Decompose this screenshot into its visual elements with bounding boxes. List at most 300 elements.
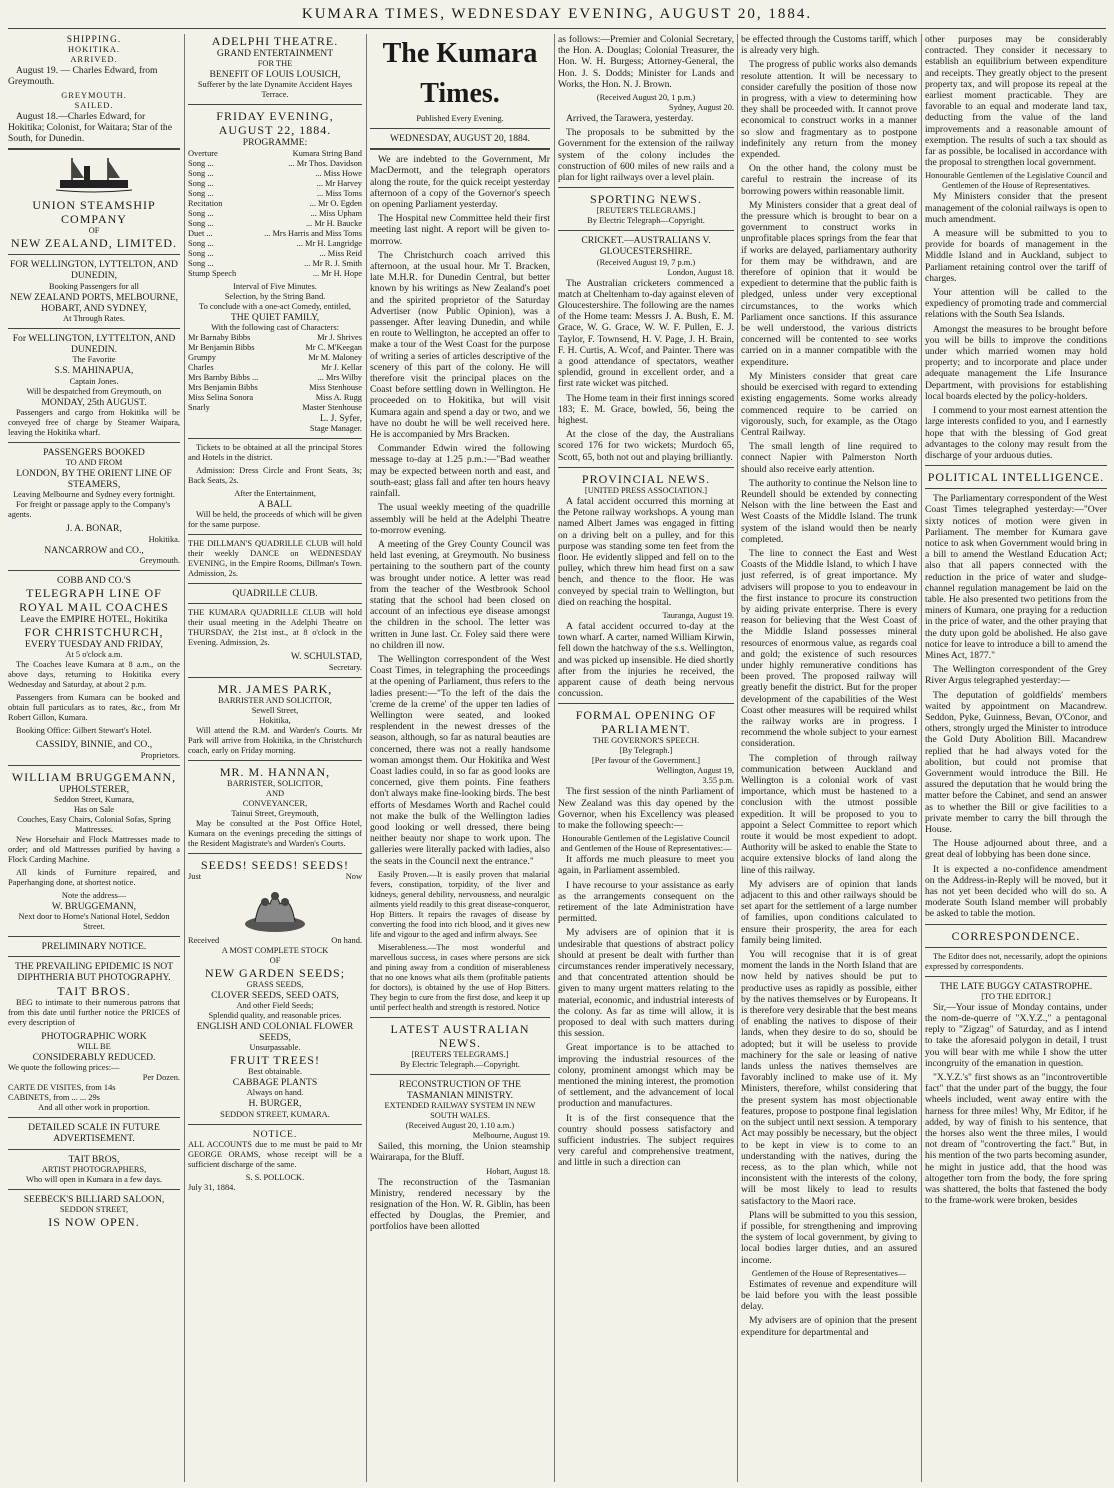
ad-text: Will be despatched from Greymouth, on [26,386,162,396]
port-heading: HOKITIKA. [67,45,121,55]
article-paragraph: Miserableness.—The most wonderful and marvellous success, in cases where persons are sick and pining away from a condition of miserableness that no one knows what ails them (profitable patients for doctors), is obtained by the use of Hop Bitters. They begin to cure from the first dose, and keep it up until perfect health and strength is restored. Notice [370,942,550,1012]
column-divider [554,34,555,1482]
dateline: Sydney, August 20. [668,103,734,113]
programme-item [188,209,362,219]
dateline: Tauranga, August 19. [662,610,734,620]
article-paragraph: Easily Proven.—It is easily proven that malarial fevers, constipation, torpidity, of the liver and kidneys, general debility, nervousness, and neuralgic ailments yield readily to this great disease-conqueror, Hop Bitters. It repairs the ravages of disease by converting the food into rich blood, and it gives new life and vigour to the aged and infirm always. See [370,869,550,939]
article-paragraph: The Home team in their first innings scored 183; E. M. Grace, bowled, 56, being the highest. [558,392,734,427]
section-heading: LATEST AUSTRALIAN NEWS. [390,1021,530,1050]
cast-item [188,363,362,373]
ad-text: TO AND FROM [65,458,123,468]
ad-text: Just [188,871,202,881]
section-label: SAILED. [74,100,114,110]
editor-note: The Editor does not, necessarily, adopt the opinions expressed by correspondents. [925,951,1107,971]
masthead-title: The Kumara Times. [382,38,538,109]
masthead-date: WEDNESDAY, AUGUST 20, 1884. [389,133,530,144]
ad-text: And other Field Seeds; [236,1000,314,1010]
divider [8,254,180,255]
programme-item-cell: Overture [188,148,218,158]
news-heading: THE GOVERNOR'S SPEECH. [592,736,700,746]
ad-text: Per Dozen. [142,1073,180,1083]
ad-title: FOR CHRISTCHURCH, [24,625,164,640]
article-paragraph: The Wellington correspondent of the West Coast Times, in telegraphing the proceedings at the opening of Parliament, thus refers to the ladies present:—"To the left of the dais the 'creme de la creme' of the upper ten ladies of Wellington were seated, and looked resplendent in the newest dresses of the season, although, so far as natural beauties are concerned, there was not a really handsome woman amongst them. Our Hokitika and West Coast ladies could, in so far as good looks are concerned, give them points. Fine feathers don't always make fine-looking birds. The best efforts of Mesdames Worth and Rachel could not make the bulk of the Wellington ladies good looking or well dressed, there being neither beauty nor shape to work upon. The galleries were literally packed with ladies, also the seats in the Council next the entrance." [370,653,550,867]
programme-item-cell: Song ... [188,218,214,228]
divider [925,924,1107,925]
speech-address: Gentlemen of the House of Representatives— [751,1268,907,1278]
article-paragraph: The progress of public works also demands resolute attention. It will be necessary to consider carefully the position of those now in progress, with a view to determining how they shall be proceeded with. It cannot prove economical to construct works in a manner so slow and fragmentary as to postpone indefinitely any return from the money expended. [741,59,917,161]
article-paragraph: I commend to your most earnest attention the large interests confided to you, and I earnestly hope that with the blessing of God great advantages to the colony may result from the discharge of your arduous duties. [925,405,1107,461]
price-line: CARTE DE VISITES, from 14s [8,1083,116,1093]
ad-text: WILL BE [77,1041,111,1051]
column-1 [8,34,180,1484]
dateline: (Received August 20, 1.10 a.m.) [405,1121,515,1131]
divider [558,703,734,704]
cast-item [188,343,362,353]
article-paragraph: The small length of line required to connect Napier with Palmerston North should also receive early attention. [741,441,917,475]
programme-item [188,259,362,269]
programme-item [188,249,362,259]
agent-name: NANCARROW and CO., [44,544,144,556]
cast-item-cell: Mrs Barnby Bibbs ... [188,372,259,382]
ad-title: SEEBECK'S BILLIARD SALOON, [23,1193,165,1205]
article-paragraph: The authority to continue the Nelson line to Reundell should be extended by connecting Nelson with the line between the East and West Coasts of the Middle Island. The trunk system of the island would then be nearly completed. [741,477,917,545]
ad-text: W. SCHULSTAD, [290,651,362,663]
ad-text: Tickets to be obtained at all the principal Stores and Hotels in the district. [188,443,362,463]
ad-text: Greymouth. [139,555,180,565]
ad-text: CONVEYANCER, [242,798,308,808]
article-paragraph: Sir,—Your issue of Monday contains, under the nom-de-querre of "X.Y.Z.," a pentagonal reply to "Zigzag" of Saturday, and as I intend to take the aforesaid polygon in detail, I trust you will bear with me while I show the utter incongruity of the emanation in question. [925,1001,1107,1069]
article-paragraph: On the other hand, the colony must be careful to restrain the increase of its borrowing powers within reasonable limit. [741,163,917,197]
cast-item-cell: ... Mrs Wilby [317,372,362,382]
divider [370,1017,550,1018]
ad-text: OF [88,226,100,236]
cast-item-cell: Mrs Benjamin Bibbs [188,382,258,392]
programme-item-cell: ... Miss Toms [316,188,362,198]
port-heading: GREYMOUTH. [61,90,127,100]
programme-item [188,199,362,209]
ad-text: New Horsehair and Flock Mattresses made to order; and old Mattresses purified by having a Flock Carding Machine. [8,834,180,864]
programme-item-cell: ... Mr R. J. Smith [304,258,362,268]
programme-item-cell: Song ... [188,158,214,168]
programme-item-cell: ... Mrs Harris and Miss Toms [264,228,362,238]
ad-text: Captain Jones. [69,376,119,386]
article-paragraph: A measure will be submitted to you to provide for boards of management in the Middle Island and in Auckland, subject to Parliament retaining control over the tariff of charges. [925,228,1107,284]
section-heading: SPORTING NEWS. [590,192,702,207]
column-divider [184,34,185,1482]
ad-text: FOR WELLINGTON, LYTTELTON, AND DUNEDIN, [10,259,178,282]
ad-text: A MOST COMPLETE STOCK [221,945,329,955]
article-paragraph: The Christchurch coach arrived this afternoon, at the usual hour. Mr T. Bracken, late M.H.R. for Dunedin Central, but better known by his writings as New Zealand's poet and the spirited proprietor of the Saturday Advertiser (now Public Opinion), was a passenger. After leaving Dunedin, and while en route to Wellington, he accepted an offer to make a tour of the West Coast for the purpose of writing a series of articles descriptive of the scenery of this part of the colony. He will therefore visit the principal places on the Coast before settling down in Wellington. He proceeded on to Hokitika, but will visit Kumara again and spend a day or two, and we have no doubt he will be well received here. He is accompanied by Mrs Bracken. [370,249,550,441]
article-paragraph: The Australian cricketers commenced a match at Cheltenham to-day against eleven of Gloucestershire. The following are the names of the Home team: Messrs J. A. Bush, E. M. Grace, W. G. Grace, W. W. F. Pullen, E. J. Taylor, F. Townsend, H. V. Page, J. H. Brain, F. H. Curtis, A. Wcof, and Painter. There was a good attendance of spectators, weather splendid, ground in excellent order, and a first rate wicket was pitched. [558,277,734,390]
ad-title: QUADRILLE CLUB. [232,588,318,600]
cast-item-cell: Miss A. Rugg [315,392,362,402]
ad-title: FRIDAY EVENING, AUGUST 22, 1884. [216,109,334,138]
programme-item [188,269,362,279]
programme-item-cell: ... Mr Thos. Davidson [288,158,362,168]
cast-item [188,393,362,403]
column-2 [188,34,362,1484]
cast-list [188,333,362,413]
steamship-icon [54,154,134,194]
programme-item [188,149,362,159]
programme-item-cell: ... Mr H. Hope [312,268,362,278]
programme-item-cell: Song ... [188,258,214,268]
ad-title: NEW ZEALAND, LIMITED. [10,236,178,251]
ad-text: Unsurpassable. [249,1043,301,1053]
article-paragraph: Your attention will be called to the expediency of promoting trade and commercial relations with the South Sea Islands. [925,287,1107,321]
header-rule [8,28,1106,29]
cast-item-cell: Grumpy [188,352,216,362]
seed-row [188,936,362,946]
section-subheading: [REUTERS TELEGRAMS.] [411,1049,509,1059]
news-heading: RECONSTRUCTION OF THE TASMANIAN MINISTRY. [399,1078,521,1101]
programme-list [188,149,362,279]
article-paragraph: other purposes may be considerably contracted. They consider it necessary to establish an equilibrium between expenditure and receipts. They greatly object to the present property tax, and will propose its repeal at the earliest moment practicable. They are favorable to an equal and moderate land tax, deducting from the value of the land improvements and a reasonable amount of exemption. The results of such a tax should as far as possible, be localised in accordance with the proposal to strengthen local government. [925,34,1107,169]
article-paragraph: It is expected a no-confidence amendment on the Address-in-Reply will be moved, but it has not yet been decided who will do so. A moderate South Island member will probably be asked to table the motion. [925,863,1107,920]
programme-item-cell: Song ... [188,188,214,198]
ad-text: Will be held, the proceeds of which will be given for the same purpose. [188,510,362,530]
dateline: Wellington, August 19, [656,766,734,776]
ad-text: FOR THE [257,59,293,69]
ad-text: With the following cast of Characters: [211,322,339,332]
cast-item-cell: Mr J. Shrives [317,332,362,342]
dateline: Melbourne, August 19. [472,1131,550,1141]
article-paragraph: My advisers are of opinion that it is undesirable that questions of abstract policy should at present be dealt with further than circumstances render imperatively necessary, and that concentrated attention should be given to many urgent matters relating to the material, economic, and industrial interests of the colony. As far as time will allow, it is proposed to deal with such matters during this session. [558,927,734,1040]
ad-text: CABBAGE PLANTS [232,1077,318,1089]
article-paragraph: A meeting of the Grey County Council was held last evening, at Greymouth. No business pertaining to the southern part of the county was brought under notice. A letter was read from the teacher of the Westbrook School stating that the school had been closed on account of an infectious eye disease amongst the children in the school. The letter was written in June last. Cr. Foley said there were no children ill now. [370,538,550,651]
cast-item-cell: Mr Barnaby Bibbs [188,332,251,342]
section-heading: PROVINCIAL NEWS. [581,471,711,486]
programme-item-cell: Song ... [188,168,214,178]
section-subheading: [TO THE EDITOR.] [981,991,1051,1001]
ad-text: Booking Office: Gilbert Stewart's Hotel. [16,726,152,736]
ad-text: GRAND ENTERTAINMENT [216,48,334,59]
ad-text: Who will open in Kumara in a few days. [25,1174,163,1184]
programme-item-cell: Song ... [188,238,214,248]
ad-title: FRUIT TREES! [230,1053,320,1068]
programme-item-cell: Song ... [188,178,214,188]
ad-title: THE QUIET FAMILY, [230,311,320,323]
cast-item-cell: Charles [188,362,214,372]
article-paragraph: You will recognise that it is of great moment the lands in the North Island that are now held by natives should be put to productive uses as rapidly as possible, either by the natives themselves or by Europeans. It is therefore very desirable that the best means of enabling the natives to dispose of their lands, when they desire to do so, should be adopted; but it will be useless to provide machinery for the sale or leasing of native lands unless the natives themselves are favorably inclined to make use of it. My Ministers, therefore, whilst considering that the present system has most objectionable features, propose to postpone final legislation on the subject until next session. A temporary Act may possibly be necessary, but the object to be kept in view is to come to an understanding with the natives, during the recess, as to the plan which, while not inconsistent with the interests of the colony, will be most likely to lead to results satisfactory to the Maori race. [741,949,917,1207]
ad-title: UNION STEAMSHIP COMPANY [32,198,156,227]
article-paragraph: Sailed, this morning, the Union steamship Wairarapa, for the Bluff. [370,1141,550,1164]
ad-text: ARTIST PHOTOGRAPHERS, [41,1164,147,1174]
ad-title: PROGRAMME: [242,137,308,149]
article-paragraph: My advisers are of opinion that the present expenditure for departmental and [741,1315,917,1338]
divider [558,230,734,231]
column-6 [925,34,1107,1484]
ad-text: THE KUMARA QUADRILLE CLUB will hold their usual meeting in the Adelphi Theatre on THURSDAY, the 21st inst., at 8 o'clock in the Evening. Admission, 2s. [188,608,362,648]
ad-title: WILLIAM BRUGGEMANN, [11,769,177,784]
ad-text: SEDDON STREET, KUMARA. [220,1109,330,1119]
ad-title: PASSENGERS BOOKED [43,446,145,458]
article-paragraph: Plans will be submitted to you this session, if possible, for strengthening and improving the system of local government, by giving to local bodies larger duties, and an assured income. [741,1209,917,1266]
article-paragraph: The proposals to be submitted by the Government for the extension of the railway system of the colony includes the construction of 600 miles of new rails and a plan for light railways over a level plain. [558,127,734,184]
column-4 [558,34,734,1484]
cast-item [188,353,362,363]
ad-title: ADELPHI THEATRE. [211,34,339,48]
ad-text: Booking Passengers for all [48,281,140,291]
ad-title: COBB AND CO.'S [57,574,131,586]
ad-text: Leave the EMPIRE HOTEL, Hokitika [20,614,168,626]
cast-item-cell: Miss Stenhouse [309,382,362,392]
ad-text: At Through Rates. [63,314,125,324]
programme-item [188,179,362,189]
ad-text: To conclude with a one-act Comedy, entitled, [199,301,351,311]
dateline: (Received August 19, 7 p.m.) [596,257,696,267]
ad-text: W. BRUGGEMANN, [51,900,137,912]
divider [188,534,362,535]
ad-text: H. BURGER, [248,1098,302,1110]
divider [558,187,734,188]
divider [558,467,734,468]
article-paragraph: I have recourse to your assistance as early as the arrangements consequent on the retirement of the late Administration have permitted. [558,879,734,925]
article-paragraph: It affords me much pleasure to meet you again, in Parliament assembled. [558,854,734,877]
cast-item [188,383,362,393]
price-line: CABINETS, from ... ... 29s [8,1093,100,1103]
column-divider [366,34,367,1482]
programme-item [188,189,362,199]
ad-text: Passengers from Kumara can be booked and obtain full particulars as to rates, &c., from Mr Robert Gillon, Kumara. [8,693,180,723]
section-heading: CORRESPONDENCE. [951,928,1081,943]
cast-item [188,333,362,343]
column-5 [741,34,917,1484]
ad-text: Hokitika. [148,534,180,544]
divider [8,148,180,150]
ad-text: Tainui Street, Greymouth, [231,808,319,818]
ad-text: On hand. [331,935,362,945]
ad-text: BEG to intimate to their numerous patrons that from this date until further notice the PRICES of every description of [8,997,180,1027]
ad-text: BENEFIT OF LOUIS LOUSICH, [209,69,341,81]
ad-text: THE DILLMAN'S QUADRILLE CLUB will hold their weekly DANCE on WEDNESDAY EVENING, in the Empire Rooms, Dillman's Town. Admission, 2s. [188,539,362,579]
ad-title: NOTICE. [252,1128,298,1140]
ad-text: AND [265,788,285,798]
divider [188,438,362,439]
ad-text: Best obtainable. [248,1067,302,1077]
divider [8,956,180,957]
section-heading: FORMAL OPENING OF PARLIAMENT. [575,708,717,737]
ad-text: L. J. Syfer, [320,412,362,424]
divider [188,760,362,761]
section-subheading: By Electric Telegraph—Copyright. [587,216,705,226]
ad-text: BARRISTER, SOLICITOR, [227,778,323,788]
divider [8,1189,180,1190]
ad-text: Selection, by the String Band. [224,291,326,301]
ad-text: Sewell Street, [251,705,299,715]
section-subheading: [Per favour of the Government.] [591,756,701,766]
ad-text: July 31, 1884. [188,1182,236,1192]
news-heading: CRICKET.—AUSTRALIANS V. GLOUCESTERSHIRE. [581,235,711,258]
section-heading: POLITICAL INTELLIGENCE. [927,470,1105,485]
divider [188,1124,362,1125]
column-divider [737,34,738,1482]
ad-title: NEW GARDEN SEEDS; [204,965,346,980]
divider [925,465,1107,466]
programme-item-cell: ... Mr H. Baucke [305,218,362,228]
programme-item-cell: Recitation [188,198,223,208]
ad-text: ENGLISH AND COLONIAL FLOWER SEEDS, [196,1020,354,1044]
ad-text: LONDON, BY THE ORIENT LINE OF STEAMERS, [16,468,172,491]
article-paragraph: My Ministers consider that the present management of the colonial railways is open to much amendment. [925,191,1107,225]
article-paragraph: The first session of the ninth Parliament of New Zealand was this day opened by the Governor, when his Excellency was pleased to make the following speech:— [558,786,734,831]
ad-text: We quote the following prices:— [8,1063,120,1073]
cast-item-cell: Master Stenhouse [302,402,362,412]
article-paragraph: A fatal accident occurred this morning at the Petone railway workshops. A young man named Albert James was engaged in fitting on a driving belt on a pulley, and for this purpose was standing some ten feet from the floor. He evidently slipped and fell on to the pulley, which threw him head first on a saw bench, and thence to the floor. He was conveyed by special train to Wellington, but died on reaching the hospital. [558,495,734,608]
ad-text: At 5 o'clock a.m. [65,650,123,660]
ad-text: BARRISTER AND SOLICITOR, [218,695,332,705]
seed-row [188,872,362,882]
cast-item-cell: Mr J. Kellar [321,362,362,372]
ad-text: Always on hand. [246,1088,304,1098]
ad-text: UPHOLSTERER, [58,783,130,795]
ad-title: TAIT BROS, [68,1153,120,1165]
cast-item-cell: Mr M. Maloney [308,352,362,362]
speech-address: Honourable Gentlemen of the Legislative Council and Gentlemen of the House of Representatives. [925,171,1107,191]
article-paragraph: The line to connect the East and West Coasts of the Middle Island, to which I have just referred, is of great importance. My advisers will propose to you to endeavour in the first instance to procure its construction by aiding private enterprise. There is every reason for believing that the West Coast of the Middle Island possesses mineral resources of enormous value, as regards coal and gold; the existence of such resources under highly remunerative conditions has been proved. The proposed railway will greatly benefit the district. But for the proper development of the capabilities of the West Coast other measures will be required whilst the railway works are in progress. I recommend the whole subject to your earnest consideration. [741,547,917,750]
ad-title: PRELIMINARY NOTICE. [41,941,147,953]
ad-text: Stage Manager. [309,424,362,434]
ad-text: Leaving Melbourne and Sydney every fortnight. [13,490,175,500]
programme-item-cell: ... Miss Howe [315,168,362,178]
ad-text: Couches, Easy Chairs, Colonial Sofas, Spring Mattresses. [17,814,171,834]
ad-text: Will attend the R.M. and Warden's Courts. Mr Park will arrive from Hokitika, in the Christchurch coach, early on Friday morning. [188,725,362,755]
programme-item-cell: Song ... [188,208,214,218]
ad-text: Hokitika, [259,715,291,725]
ad-text: Interval of Five Minutes. [233,281,317,291]
ad-text: Now [345,871,362,881]
article-paragraph: Arrived, the Tarawera, yesterday. [566,113,694,125]
article-paragraph: We are indebted to the Government, Mr MacDermott, and the telegraph operators along the route, for the quick receipt yesterday afternoon of a copy of the Governor's speech on opening Parliament yesterday. [370,154,550,211]
programme-item-cell: ... Mr H. Langridge [296,238,362,248]
ad-title: IS NOW OPEN. [48,1214,140,1229]
ad-text: May be consulted at the Post Office Hotel, Kumara on the evenings preceding the sittings of the Resident Magistrate's and Warden's Courts. [188,818,362,848]
ad-text: NEW ZEALAND PORTS, MELBOURNE, HOBART, AND SYDNEY, [10,291,178,314]
ad-text: CLOVER SEEDS, SEED OATS, [211,989,339,1001]
ad-text: All kinds of Furniture repaired, and Paperhanging done, at shortest notice. [8,867,180,887]
ad-title: MR. JAMES PARK, [217,681,333,696]
article-paragraph: "X.Y.Z.'s" first shows as an "incontrovertible fact" that the under part of the buggy, the four wheels included, went away entire with the harness for three miles! Why, Mr Editor, if he added, by way of finish to his sentence, that the horses also went the three miles, I would not dream of "controverting the fact." But, in his mention of the two parts becoming asunder, he might in justice add, that the hood was altogether torn from the body, the fore spring was shattered, the bolts that fastened the body to the frame-work were broken, besides [925,1072,1107,1207]
divider [925,976,1107,977]
article-paragraph: Great importance is to be attached to improving the industrial resources of the colony, prominent amongst which may be mentioned the mining interest, the promotion of settlement, and the advancement of local production and manufactures. [558,1042,734,1110]
ad-text: Has on Sale [73,804,114,814]
ad-text: Proprietors. [140,750,180,760]
programme-item-cell: Kumara String Band [292,148,362,158]
ad-text: For WELLINGTON, LYTTELTON, AND DUNEDIN. [12,333,176,356]
ad-text: SEDDON STREET, [59,1204,129,1214]
article-paragraph: My advisers are of opinion that lands adjacent to this and other railways should be set apart for the settlement of a large number of families, upon conditions calculated to ensure their prosperity, the area for each family being limited. [741,878,917,946]
programme-item [188,219,362,229]
ad-text: Sufferer by the late Dynamite Accident Hayes Terrace. [197,80,353,100]
article-paragraph: At the close of the day, the Australians scored 176 for two wickets; Murdoch 65, Scott, 65, both not out and playing brilliantly. [558,429,734,463]
section-subheading: [By Telegraph.] [619,746,673,756]
article-paragraph: be effected through the Customs tariff, which is already very high. [741,34,917,57]
section-subheading: By Electric Telegraph.—Copyright. [400,1059,520,1069]
programme-item-cell: Duet ... [188,228,213,238]
programme-item [188,239,362,249]
article-paragraph: The completion of through railway communication between Auckland and Wellington is a colonial work of vast importance, which must be hastened to a conclusion with the utmost possible expedition. It will be proposed to you to appoint a Select Committee to report which route it would be most expedient to adopt. Authority will be asked to enable the State to acquire extensive blocks of land along the line of this railway. [741,752,917,876]
ad-text: ALL ACCOUNTS due to me must be paid to Mr GEORGE ORAMS, whose receipt will be a sufficient discharge of the same. [188,1139,362,1169]
ad-title: MR. M. HANNAN, [219,764,331,779]
ad-text: After the Entertainment, [234,489,316,499]
divider [925,947,1107,948]
ad-title: A BALL [258,499,292,511]
article-paragraph: The reconstruction of the Tasmanian Ministry, rendered necessary by the resignation of the Hon. W. R. Giblin, has been effected by Douglas, the Premier, and portfolios have been allotted [370,1176,550,1233]
programme-item-cell: ... Miss Reid [319,248,362,258]
divider [188,677,362,678]
divider [8,442,180,443]
ad-text: Next door to Horne's National Hotel, Seddon Street. [18,912,170,932]
dateline: (Received August 20, 1 p.m.) [596,93,696,103]
divider [8,570,180,571]
article-paragraph: as follows:—Premier and Colonial Secretary, the Hon. A. Douglas; Colonial Treasurer, the Hon. W. H. Burgess; Attorney-General, the Hon. J. S. Dodds; Minister for Lands and Works, the Hon. N. J. Brown. [558,34,734,90]
divider [8,1149,180,1150]
divider [8,936,180,937]
section-subheading: [REUTER'S TELEGRAMS.] [596,206,696,216]
article-paragraph: Estimates of revenue and expenditure will be laid before you with the least possible delay. [741,1278,917,1313]
ad-title: THE PREVAILING EPIDEMIC IS NOT DIPHTHERIA BUT PHOTOGRAPHY. [14,961,174,984]
masthead-subtitle: Published Every Evening. [416,114,504,123]
programme-item-cell: Song ... [188,248,214,258]
article-paragraph: A fatal accident occurred to-day at the town wharf. A carter, named William Kirwin, fell down the hatchway of the s.s. Wellington, and was picked up insensible. He died shortly after from the injuries he received, the apparent cause of death being nervous concussion. [558,620,734,700]
divider [925,488,1107,489]
cast-item-cell: Mr Benjamin Bibbs [188,342,255,352]
ad-text: And all other work in proportion. [38,1103,150,1113]
dateline: 3.55 p.m. [702,776,734,786]
ad-text: CONSIDERABLY REDUCED. [32,1051,156,1063]
news-heading: EXTENDED RAILWAY SYSTEM IN NEW SOUTH WALES. [384,1101,536,1121]
ad-text: Note the address— [61,890,127,900]
ad-text: The Favorite [72,355,116,365]
ad-title: SEEDS! SEEDS! SEEDS! [200,857,349,872]
divider [8,1117,180,1118]
ad-text: Splendid quality, and reasonable prices. [208,1010,342,1020]
article-paragraph: The House adjourned about three, and a great deal of lobbying has been done since. [925,838,1107,861]
article-paragraph: Commander Edwin wired the following message to-day at 1.25 p.m.:—"Bad weather may be expected between north and east, and south-east; glass fall and after ten hours heavy rainfall. [370,443,550,500]
divider [370,1074,550,1075]
ad-text: MONDAY, 25th AUGUST. [41,396,147,408]
article-paragraph: The deputation of goldfields' members waited by appointment on Macandrew. Seddon, Pyke, Guinness, Bevan, O'Conor, and others, strongly urged the Minister to introduce the Gold Duty Abolition Bill. Macandrew replied that he had always voted for the abolition, but could not promise that Government would introduce the Bill. He assured the deputation that he would bring the matter before the Cabinet, and send an answer as to whether the Bill or give facilities to a private member to carry the bill through the House. [925,689,1107,835]
article-paragraph: Amongst the measures to be brought before you will be bills to improve the conditions under which married women may hold property; and to incorporate and place under adequate management the Life Insurance Department, with provisions for establishing local boards elected by the policy-holders. [925,323,1107,402]
agent-name: J. A. BONAR, [66,523,122,535]
divider [8,765,180,766]
divider [188,583,362,584]
article-paragraph: The Hospital new Committee held their first meeting last night. A report will be given to-morrow. [370,213,550,247]
dateline: London, August 18. [667,267,734,277]
column-3 [370,34,550,1484]
ad-text: Passengers and cargo from Hokitika will be conveyed free of charge by Steamer Waipara, leaving the Hokitika wharf. [8,407,180,437]
divider [370,128,550,129]
programme-item [188,159,362,169]
cast-item-cell: Mr C. M'Keegan [305,342,362,352]
ad-text: DETAILED SCALE IN FUTURE ADVERTISEMENT. [28,1122,160,1145]
programme-item-cell: ... Miss Upham [310,208,362,218]
article-paragraph: The Wellington correspondent of the Grey River Argus telegraphed yesterday:— [925,664,1107,687]
ad-text: Admission: Dress Circle and Front Seats, 3s; Back Seats, 2s. [188,466,362,486]
article-paragraph: The Parliamentary correspondent of the West Coast Times telegraphed yesterday:—"Over sixty notices of motion were given in Parliament. The member for Kumara gave notice to ask when Government would bring in a bill to amend the Westland Education Act; also that all papers connected with the reduction in the price of water and sludge-channel regulation management be laid on the table. He also presented two petitions from the miners of Kumara, one praying for a reduction in the price of water, and the other praying that the duty upon gold be abolished. He also gave notice for leave to introduce a bill to amend the Mines Act, 1877." [925,493,1107,661]
ship-name: S.S. MAHINAPUA, [54,365,134,377]
divider [8,328,180,329]
cast-item-cell: Miss Selina Sonora [188,392,254,402]
cast-item-cell: Snarly [188,402,210,412]
section-label: ARRIVED. [70,55,118,65]
dateline: Hobart, August 18. [486,1166,550,1176]
section-subheading: [UNITED PRESS ASSOCIATION.] [584,485,708,495]
shipping-heading: SHIPPING. [66,34,122,45]
programme-item-cell: Stump Speech [188,268,237,278]
ad-text: GRASS SEEDS, [246,979,304,989]
ad-text: Received [188,935,220,945]
